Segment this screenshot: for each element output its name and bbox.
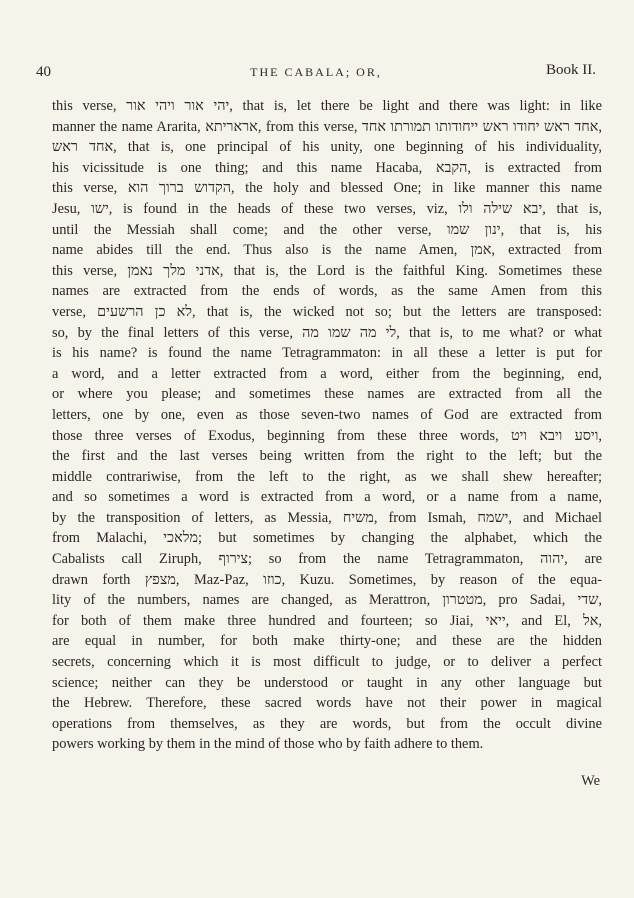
running-title: THE CABALA; OR,: [250, 65, 382, 79]
text-line: this verse, הקדוש ברוך הוא, the holy and blessed One; in like manner this name: [52, 180, 602, 197]
text-line: manner the name Ararita, אראריתא, from this verse, אחד ראש יחודו ראש ייחודותו תמורתו אחד,: [52, 118, 602, 135]
text-line: אחד ראש, that is, one principal of his unity, one beginning of his individuality,: [52, 139, 602, 156]
text-line: until the Messiah shall come; and the other verse, ינון שמו, that is, his: [52, 221, 602, 238]
text-line: lity of the numbers, names are changed, as Merattron, מטטרון, pro Sadai, שדי,: [52, 592, 602, 609]
text-line: names are extracted from the ends of words, as the same Amen from this: [52, 283, 602, 300]
text-line: the Hebrew. Therefore, these sacred words have not their power in magical: [52, 695, 602, 712]
catchword: We: [581, 773, 600, 789]
text-line: his vicissitude is one thing; and this name Hacaba, הקבא, is extracted from: [52, 159, 602, 176]
page-number: 40: [36, 64, 51, 80]
text-line: science; neither can they be understood or taught in any other language but: [52, 674, 602, 691]
text-line: name abides till the end. Thus also is the name Amen, אמן, extracted from: [52, 242, 602, 259]
text-line: middle contrariwise, from the left to the right, as we shall shew hereafter;: [52, 468, 602, 485]
text-line: a word, and a letter extracted from a word, either from the beginning, end,: [52, 365, 602, 382]
text-line: from Malachi, מלאכי; but sometimes by changing the alphabet, which the: [52, 530, 602, 547]
text-line: is his name? is found the name Tetragrammaton: in all these a letter is put for: [52, 345, 602, 362]
text-line: by the transposition of letters, as Messia, משיח, from Ismah, ישמח, and Michael: [52, 509, 602, 526]
text-line: and so sometimes a word is extracted from a word, or a name from a name,: [52, 489, 602, 506]
text-line: or where you please; and sometimes these names are extracted from all the: [52, 386, 602, 403]
book-reference: Book II.: [546, 62, 596, 78]
page-header: [36, 64, 596, 88]
text-line: are equal in number, for both make thirty-one; and these are the hidden: [52, 633, 602, 650]
text-line: this verse, יהי אור ויהי אור, that is, let there be light and there was light: in like: [52, 98, 602, 114]
text-line: this verse, אדני מלך נאמן, that is, the Lord is the faithful King. Sometimes these: [52, 262, 602, 279]
text-line: operations from themselves, as they are words, but from the occult divine: [52, 715, 602, 732]
text-line: those three verses of Exodus, beginning from these three words, ויסע ויבא ויט,: [52, 427, 602, 444]
text-line: powers working by them in the mind of those who by faith adhere to them.: [52, 736, 484, 753]
text-line: secrets, concerning which it is most difficult to judge, or to deliver a perfect: [52, 654, 602, 671]
text-line: the first and the last verses being written from the right to the left; but the: [52, 448, 602, 465]
body-text: [52, 96, 602, 755]
text-line: Cabalists call Ziruph, צירוף; so from the name Tetragrammaton, יהוה, are: [52, 551, 602, 568]
text-line: drawn forth מצפץ, Maz-Paz, כוזו, Kuzu. Sometimes, by reason of the equa-: [52, 571, 602, 588]
text-line: verse, לא כן הרשעים, that is, the wicked not so; but the letters are transposed:: [52, 303, 602, 320]
text-line: letters, one by one, even as those seven-two names of God are extracted from: [52, 406, 602, 423]
text-line: for both of them make three hundred and fourteen; so Jiai, ייאי, and El, אל,: [52, 612, 602, 629]
text-line: Jesu, ישו, is found in the heads of these two verses, viz, יבא שילה ולו, that is,: [52, 200, 602, 217]
text-line: so, by the final letters of this verse, לי מה שמו מה, that is, to me what? or what: [52, 324, 602, 341]
